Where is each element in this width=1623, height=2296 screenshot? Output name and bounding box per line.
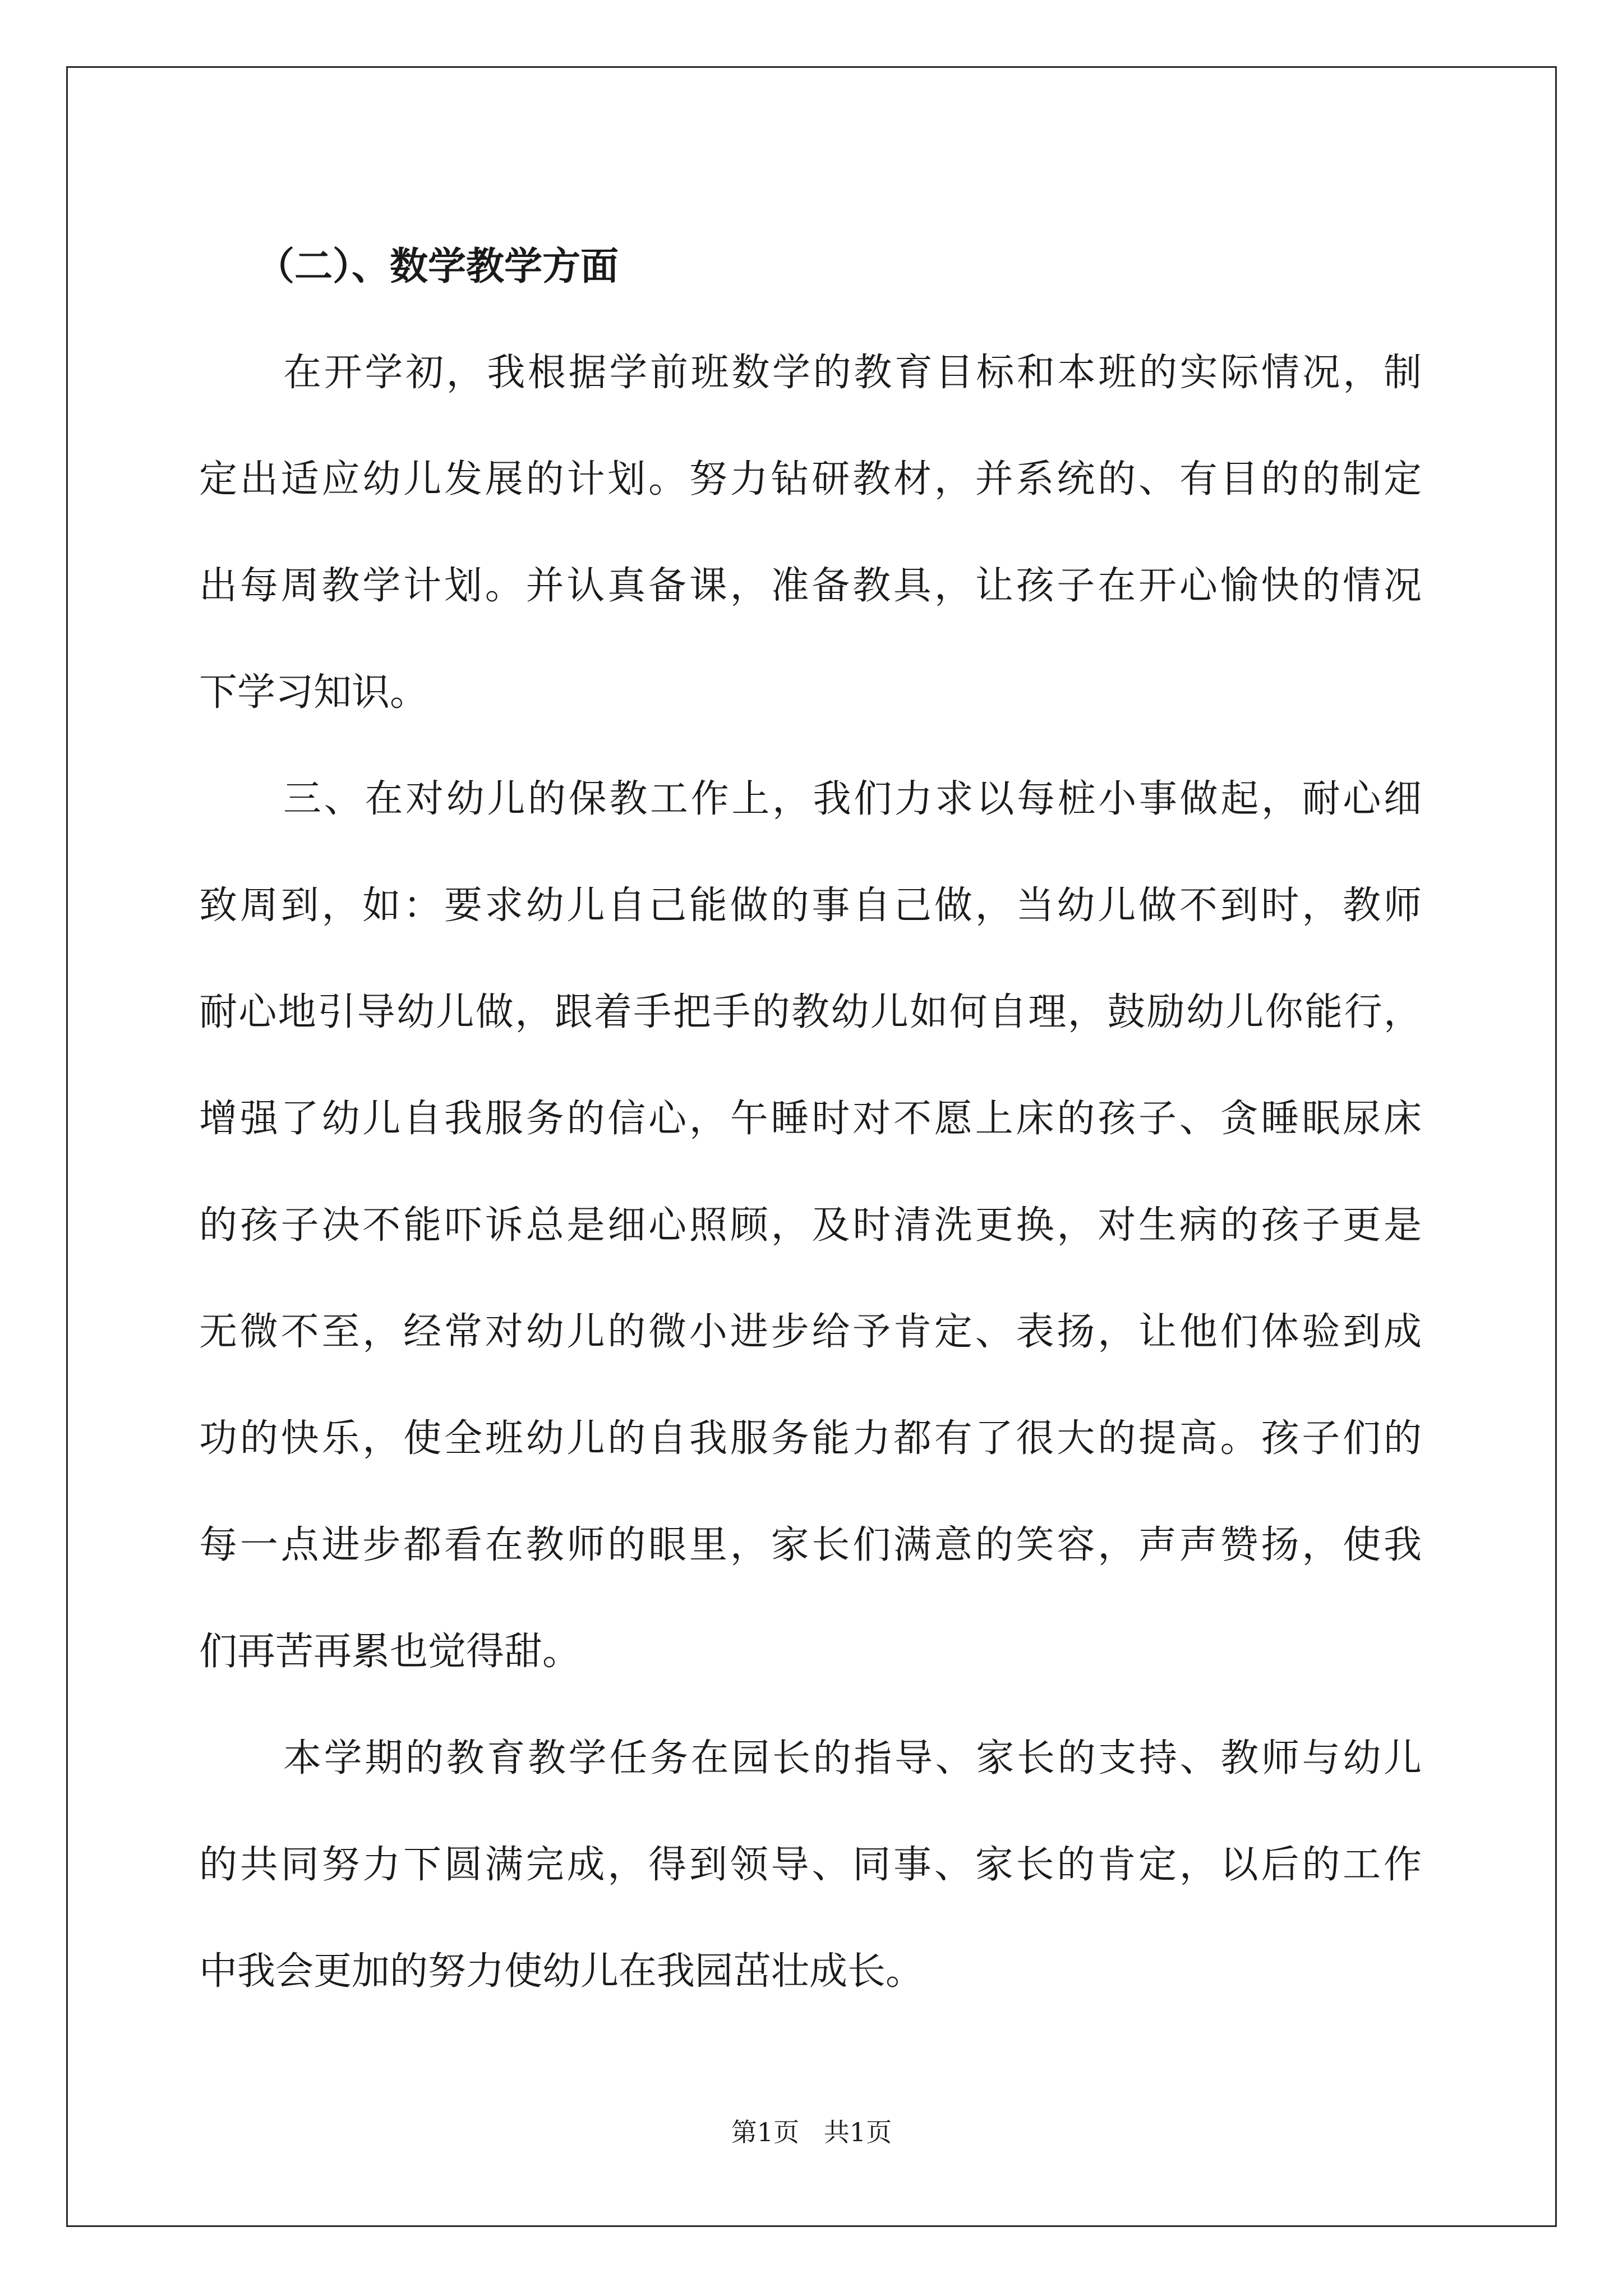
paragraph-line: 的孩子决不能吓诉总是细心照顾，及时清洗更换，对生病的孩子更是 [199,1203,1422,1248]
paragraph-line: 致周到，如：要求幼儿自己能做的事自己做，当幼儿做不到时，教师 [199,884,1422,928]
paragraph-line: 在开学初，我根据学前班数学的教育目标和本班的实际情况，制 [283,351,1422,395]
paragraph-line: 下学习知识。 [199,670,428,715]
section-heading: （二）、数学教学方面 [256,244,619,289]
paragraph-line: 增强了幼儿自我服务的信心，午睡时对不愿上床的孩子、贪睡眠尿床 [199,1097,1422,1141]
paragraph-line: 们再苦再累也觉得甜。 [199,1630,581,1674]
paragraph-line: 无微不至，经常对幼儿的微小进步给予肯定、表扬，让他们体验到成 [199,1310,1422,1354]
paragraph-line: 定出适应幼儿发展的计划。努力钻研教材，并系统的、有目的的制定 [199,457,1422,501]
paragraph-line: 每一点进步都看在教师的眼里，家长们满意的笑容，声声赞扬，使我 [199,1523,1422,1567]
paragraph-math-teaching [199,320,1422,746]
paragraph-line: 出每周教学计划。并认真备课，准备教具，让孩子在开心愉快的情况 [199,564,1422,608]
paragraph-line: 耐心地引导幼儿做，跟着手把手的教幼儿如何自理，鼓励幼儿你能行， [199,990,1422,1034]
paragraph-care-work [199,746,1422,1705]
paragraph-line: 中我会更加的努力使幼儿在我园茁壮成长。 [199,1949,924,1994]
paragraph-line: 本学期的教育教学任务在园长的指导、家长的支持、教师与幼儿 [283,1736,1422,1780]
paragraph-line: 功的快乐，使全班幼儿的自我服务能力都有了很大的提高。孩子们的 [199,1416,1422,1461]
paragraph-line: 的共同努力下圆满完成，得到领导、同事、家长的肯定，以后的工作 [199,1843,1422,1887]
paragraph-line: 三、在对幼儿的保教工作上，我们力求以每桩小事做起，耐心细 [283,777,1422,821]
document-body [199,213,1422,2025]
paragraph-summary [199,1705,1422,2025]
page-number-footer: 第1页 共1页 [731,2117,892,2147]
